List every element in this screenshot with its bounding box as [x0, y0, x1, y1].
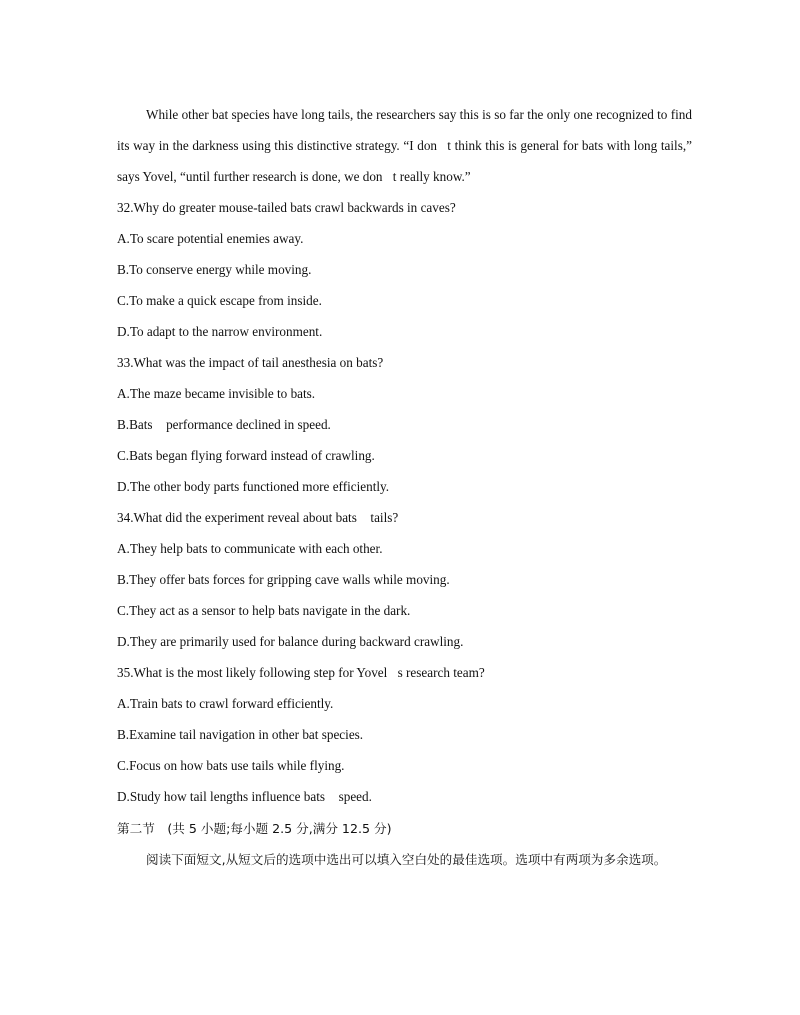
passage-paragraph: While other bat species have long tails, the researchers say this is so far the only one recognized to find its way in the darkness using this distinctive strategy. “I don t think this is general for bats with long tails,” says Yovel, “until further research is done, we don t really know.”	[117, 107, 692, 184]
option-b: B.They offer bats forces for gripping cave walls while moving.	[117, 572, 450, 587]
section-heading: 第二节 (共 5 小题;每小题 2.5 分,满分 12.5 分)	[117, 821, 392, 836]
option-a: A.The maze became invisible to bats.	[117, 386, 316, 401]
question-34	[117, 502, 707, 657]
option-d: D.They are primarily used for balance during backward crawling.	[117, 634, 464, 649]
question-stem: 33.What was the impact of tail anesthesia on bats?	[117, 355, 384, 370]
question-stem: 35.What is the most likely following step for Yovel s research team?	[117, 665, 485, 680]
option-b: B.Bats  performance declined in speed.	[117, 417, 331, 432]
question-stem: 32.Why do greater mouse-tailed bats crawl backwards in caves?	[117, 200, 456, 215]
option-c: C.To make a quick escape from inside.	[117, 293, 322, 308]
option-c: C.Bats began flying forward instead of crawling.	[117, 448, 375, 463]
question-33	[117, 347, 707, 502]
section-instructions: 阅读下面短文,从短文后的选项中选出可以填入空白处的最佳选项。选项中有两项为多余选项。	[146, 852, 667, 867]
option-d: D.To adapt to the narrow environment.	[117, 324, 323, 339]
question-32	[117, 192, 707, 347]
option-d: D.The other body parts functioned more efficiently.	[117, 479, 390, 494]
option-c: C.Focus on how bats use tails while flying.	[117, 758, 345, 773]
option-a: A.Train bats to crawl forward efficiently.	[117, 696, 334, 711]
option-d: D.Study how tail lengths influence bats  speed.	[117, 789, 372, 804]
question-list	[117, 192, 707, 812]
option-b: B.Examine tail navigation in other bat species.	[117, 727, 364, 742]
question-stem: 34.What did the experiment reveal about bats  tails?	[117, 510, 399, 525]
option-a: A.To scare potential enemies away.	[117, 231, 304, 246]
option-c: C.They act as a sensor to help bats navigate in the dark.	[117, 603, 411, 618]
question-35	[117, 657, 707, 812]
option-b: B.To conserve energy while moving.	[117, 262, 312, 277]
option-a: A.They help bats to communicate with each other.	[117, 541, 383, 556]
